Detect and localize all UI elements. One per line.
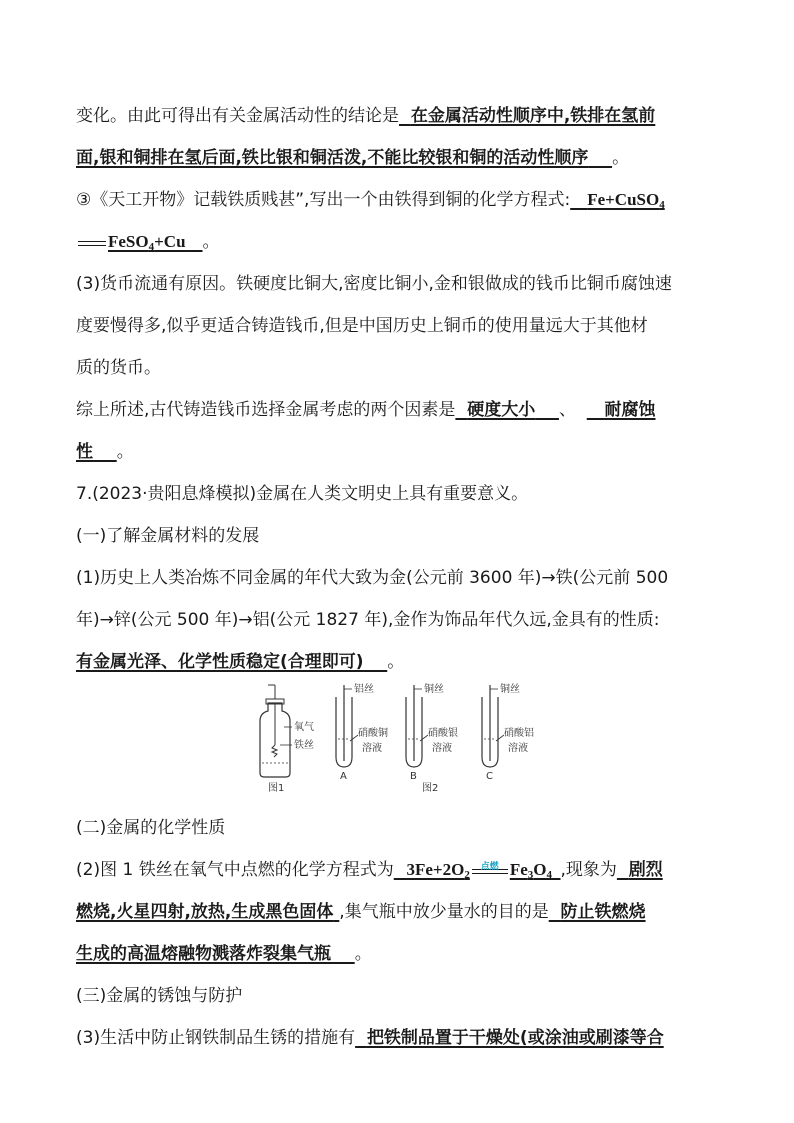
- tube-c-solution: 硝酸铝: [504, 728, 534, 739]
- line-text: 变化。由此可得出有关金属活动性的结论是: [76, 106, 399, 126]
- tube-b-letter: B: [410, 771, 417, 782]
- text-line-14: 有金属光泽、化学性质稳定(合理即可) 。: [76, 652, 405, 672]
- answer-blank: 生成的高温熔融物溅落炸裂集气瓶: [76, 944, 331, 964]
- tube-a-letter: A: [340, 771, 347, 782]
- tube-b-solution: 硝酸银: [428, 728, 458, 739]
- answer-blank: 硬度大小: [467, 400, 536, 420]
- tube-c: [482, 683, 534, 782]
- reaction-condition: 点燃: [472, 866, 508, 876]
- equation-answer: $3Fe+2O_2$ 点燃 $Fe_3O_4$: [406, 860, 552, 881]
- equals-sign: [78, 241, 106, 246]
- question-title: 7.(2023·贵阳息烽模拟)金属在人类文明史上具有重要意义。: [76, 484, 529, 504]
- tube-a: [336, 683, 388, 782]
- text-line-17: 燃烧,火星四射,放热,生成黑色固体 ,集气瓶中放少量水的目的是 防止铁燃烧: [76, 902, 646, 922]
- text-line-12: (1)历史上人类冶炼不同金属的年代大致为金(公元前 3600 年)→铁(公元前 500: [76, 568, 669, 588]
- text-line-4: FeSO$_4$+Cu 。: [76, 230, 720, 254]
- tube-a-solution-2: 溶液: [362, 743, 382, 754]
- tube-c-solution-2: 溶液: [508, 743, 528, 754]
- section-heading: (一)了解金属材料的发展: [76, 526, 260, 546]
- answer-blank: 防止铁燃烧: [560, 902, 646, 922]
- tube-b: [406, 683, 458, 782]
- text-line-9: 性 。: [76, 442, 134, 462]
- tube-a-wire: 铝丝: [354, 684, 374, 695]
- gas-jar-diagram: [260, 685, 314, 794]
- tube-b-solution-2: 溶液: [432, 743, 452, 754]
- answer-blank: 把铁制品置于干燥处(或涂油或刷漆等合: [366, 1028, 664, 1048]
- answer-blank: 在金属活动性顺序中,铁排在氢前: [410, 106, 656, 126]
- fig2-caption: 图2: [422, 783, 439, 794]
- equation-answer: Fe+CuSO$_4$: [587, 190, 665, 211]
- answer-blank: 有金属光泽、化学性质稳定(合理即可): [76, 652, 364, 672]
- text-line-8: 综上所述,古代铸造钱币选择金属考虑的两个因素是 硬度大小 、 耐腐蚀: [76, 400, 656, 420]
- equation-answer: FeSO$_4$+Cu: [76, 232, 203, 251]
- text-line-5: (3)货币流通有原因。铁硬度比铜大,密度比铜小,金和银做成的钱币比铜币腐蚀速: [76, 274, 672, 294]
- text-line-18: 生成的高温熔融物溅落炸裂集气瓶 。: [76, 944, 372, 964]
- text-line-7: 质的货币。: [76, 358, 161, 378]
- tube-c-letter: C: [486, 771, 493, 782]
- text-line-6: 度要慢得多,似乎更适合铸造钱币,但是中国历史上铜币的使用量远大于其他材: [76, 316, 648, 336]
- text-line-1: [76, 104, 720, 128]
- text-line-13: 年)→锌(公元 500 年)→铝(公元 1827 年),金作为饰品年代久远,金具有的性质:: [76, 610, 660, 630]
- answer-blank: 燃烧,火星四射,放热,生成黑色固体: [76, 902, 334, 922]
- answer-blank: 面,银和铜排在氢后面,铁比银和铜活泼,不能比较银和铜的活动性顺序: [76, 148, 589, 168]
- section-heading: (二)金属的化学性质: [76, 818, 226, 838]
- text-line-16: (2)图 1 铁丝在氧气中点燃的化学方程式为 $3Fe+2O_2$ 点燃 $Fe_3O_4$ ,现象为 剧烈: [76, 860, 663, 881]
- experiment-figure: [250, 683, 550, 795]
- text-line-2: 面,银和铜排在氢后面,铁比银和铜活泼,不能比较银和铜的活动性顺序 。: [76, 148, 630, 168]
- text-line-20: (3)生活中防止钢铁制品生锈的措施有 把铁制品置于干燥处(或涂油或刷漆等合: [76, 1028, 664, 1048]
- oxygen-label: 氧气: [294, 722, 314, 733]
- tube-a-solution: 硝酸铜: [358, 728, 388, 739]
- answer-blank: 剧烈: [628, 860, 663, 880]
- tube-c-wire: 铜丝: [500, 684, 520, 695]
- fig1-caption: 图1: [268, 783, 285, 794]
- iron-wire-label: 铁丝: [294, 740, 314, 751]
- answer-blank: 耐腐蚀: [604, 400, 656, 420]
- answer-blank: 性: [76, 442, 93, 462]
- tube-b-wire: 铜丝: [424, 684, 444, 695]
- section-heading: (三)金属的锈蚀与防护: [76, 986, 243, 1006]
- text-line-3: [76, 188, 720, 212]
- test-tubes-diagram: [336, 683, 534, 794]
- line-text: ③《天工开物》记载铁质贱甚”,写出一个由铁得到铜的化学方程式:: [76, 190, 571, 210]
